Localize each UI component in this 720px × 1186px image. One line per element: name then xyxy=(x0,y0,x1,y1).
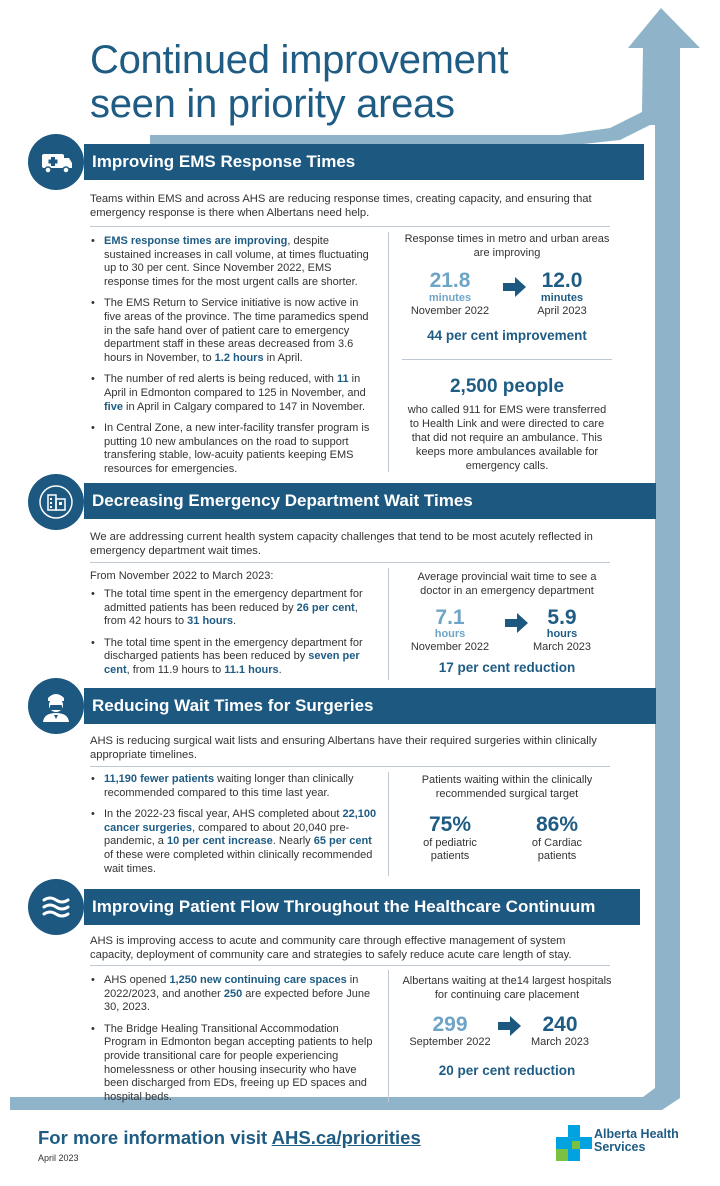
stat-left-label: of pediatric patients xyxy=(423,837,477,862)
footer-info-prefix: For more information visit xyxy=(38,1127,272,1148)
stat-before-date: September 2022 xyxy=(409,1036,491,1048)
stat-before-date: November 2022 xyxy=(410,641,490,653)
stat-left-percent: 75% xyxy=(428,813,472,836)
section-intro: AHS is reducing surgical wait lists and ensuring Albertans have their required surgeries within clinically appropriate timelines. xyxy=(90,735,597,761)
column-divider xyxy=(388,970,389,1102)
stat-caption: Average provincial wait time to see a doctor in an emergency department xyxy=(417,571,597,597)
bullet-list xyxy=(90,974,378,1112)
list-item: • AHS opened 1,250 new continuing care spaces in 2022/2023, and another 250 are expected before June 30, 2023. xyxy=(90,974,378,1015)
footer-info xyxy=(38,1127,421,1149)
divider xyxy=(90,226,610,227)
list-item: • The number of red alerts is being reduced, with 11 in April in Edmonton compared to 125 in November, and five in April in Calgary compared to 147 in November. xyxy=(90,373,378,414)
stat-after-value: 240 xyxy=(542,1013,578,1036)
stat-result: 44 per cent improvement xyxy=(427,328,587,343)
logo-line-2: Services xyxy=(594,1140,646,1154)
stat2-headline: 2,500 people xyxy=(449,376,565,397)
stat2-text: who called 911 for EMS were transferred to Health Link and were directed to care that did not require an ambulance. This keeps more ambulances available for emergency calls. xyxy=(407,404,607,472)
list-item: • The Bridge Healing Transitional Accommodation Program in Edmonton began accepting patients to help provide transitional care for people experiencing homelessness or other housing insecurity who have been discharged from EDs, freeing up ED spaces and hospital beds. xyxy=(90,1023,378,1105)
logo-line-1: Alberta Health xyxy=(594,1127,679,1141)
stat-after-date: March 2023 xyxy=(532,641,592,653)
flow-waves-icon xyxy=(28,879,84,935)
priorities-link[interactable]: AHS.ca/priorities xyxy=(271,1127,421,1148)
ahs-logo-text xyxy=(594,1128,679,1154)
section-heading: Improving EMS Response Times xyxy=(92,152,356,171)
title-line-1: Continued improvement xyxy=(90,38,509,82)
stat-before-value: 299 xyxy=(432,1013,468,1036)
list-item: • In the 2022-23 fiscal year, AHS completed about 22,100 cancer surgeries, compared to about 20,040 pre-pandemic, a 10 per cent increase. Nearly 65 per cent of these were completed within clinically recommended wait times. xyxy=(90,808,378,876)
section-heading: Decreasing Emergency Department Wait Times xyxy=(92,491,473,510)
column-divider xyxy=(388,232,389,472)
bullet-list xyxy=(90,773,378,884)
stat-after-unit: minutes xyxy=(540,292,584,304)
stat-result: 20 per cent reduction xyxy=(438,1063,576,1078)
stat-result: 17 per cent reduction xyxy=(438,660,576,675)
stat-before-value: 21.8 xyxy=(429,269,471,292)
section-heading: Improving Patient Flow Throughout the Healthcare Continuum xyxy=(92,897,596,916)
title-line-2: seen in priority areas xyxy=(90,82,455,126)
column-divider xyxy=(388,568,389,680)
stat-after-unit: hours xyxy=(546,628,578,640)
list-item: • The EMS Return to Service initiative is now active in five areas of the province. The time paramedics spend in the safe hand over of patient care to emergency department staff in these areas decreased from 3.6 hours in November, to 1.2 hours in April. xyxy=(90,297,378,365)
section-banner-surgeries xyxy=(84,688,656,724)
list-item: • The total time spent in the emergency department for discharged patients has been reduced by seven per cent, from 11.9 hours to 11.1 hours. xyxy=(90,637,378,678)
stat-caption: Response times in metro and urban areas are improving xyxy=(404,233,610,259)
stat-after-date: April 2023 xyxy=(537,305,587,317)
divider xyxy=(90,562,610,563)
section-banner-ems xyxy=(84,144,644,180)
list-item: • EMS response times are improving, despite sustained increases in call volume, at times fluctuating up to 30 per cent. Since November 2022, EMS response times for the most urgent calls are shorter. xyxy=(90,235,378,289)
section-intro: We are addressing current health system capacity challenges that tend to be most acutely reflected in emergency department wait times. xyxy=(90,531,593,557)
section-intro: Teams within EMS and across AHS are reducing response times, creating capacity, and ensuring that emergency response is there when Albertans need help. xyxy=(90,193,592,219)
stat-right-percent: 86% xyxy=(535,813,579,836)
stat-before-date: November 2022 xyxy=(410,305,490,317)
section-intro: AHS is improving access to acute and community care through effective management of system capacity, deployment of community care and strategies to safely reduce acute care length of stay. xyxy=(90,935,572,961)
bullet-list xyxy=(90,235,378,485)
bullet-list xyxy=(90,588,378,686)
stat-right-label: of Cardiac patients xyxy=(531,837,583,862)
list-item: • 11,190 fewer patients waiting longer than clinically recommended compared to this time last year. xyxy=(90,773,378,800)
section-heading: Reducing Wait Times for Surgeries xyxy=(92,696,374,715)
divider xyxy=(90,965,610,966)
section-banner-ed xyxy=(84,483,656,519)
section-lead: From November 2022 to March 2023: xyxy=(90,570,274,582)
surgeon-icon xyxy=(28,678,84,734)
list-item: • The total time spent in the emergency department for admitted patients has been reduced by 26 per cent, from 42 hours to 31 hours. xyxy=(90,588,378,629)
stat-before-value: 7.1 xyxy=(435,606,465,629)
stat-before-unit: hours xyxy=(434,628,466,640)
divider xyxy=(402,359,612,360)
stat-caption: Albertans waiting at the14 largest hospitals for continuing care placement xyxy=(402,975,612,1001)
stat-before-unit: minutes xyxy=(428,292,472,304)
stat-caption: Patients waiting within the clinically recommended surgical target xyxy=(421,774,593,800)
list-item: • In Central Zone, a new inter-facility transfer program is putting 10 new ambulances on the road to support transfering stable, low-acuity patients keeping EMS resources for emergencies. xyxy=(90,422,378,476)
section-banner-patient-flow xyxy=(84,889,640,925)
hospital-icon xyxy=(28,474,84,530)
stat-after-date: March 2023 xyxy=(530,1036,590,1048)
stat-after-value: 5.9 xyxy=(547,606,577,629)
stat-after-value: 12.0 xyxy=(541,269,583,292)
divider xyxy=(90,766,610,767)
footer-date: April 2023 xyxy=(38,1153,79,1163)
column-divider xyxy=(388,772,389,876)
right-arrow-icon xyxy=(498,1016,522,1036)
ahs-logo-icon xyxy=(556,1125,592,1161)
page-title xyxy=(90,38,610,126)
ambulance-icon xyxy=(28,134,84,190)
